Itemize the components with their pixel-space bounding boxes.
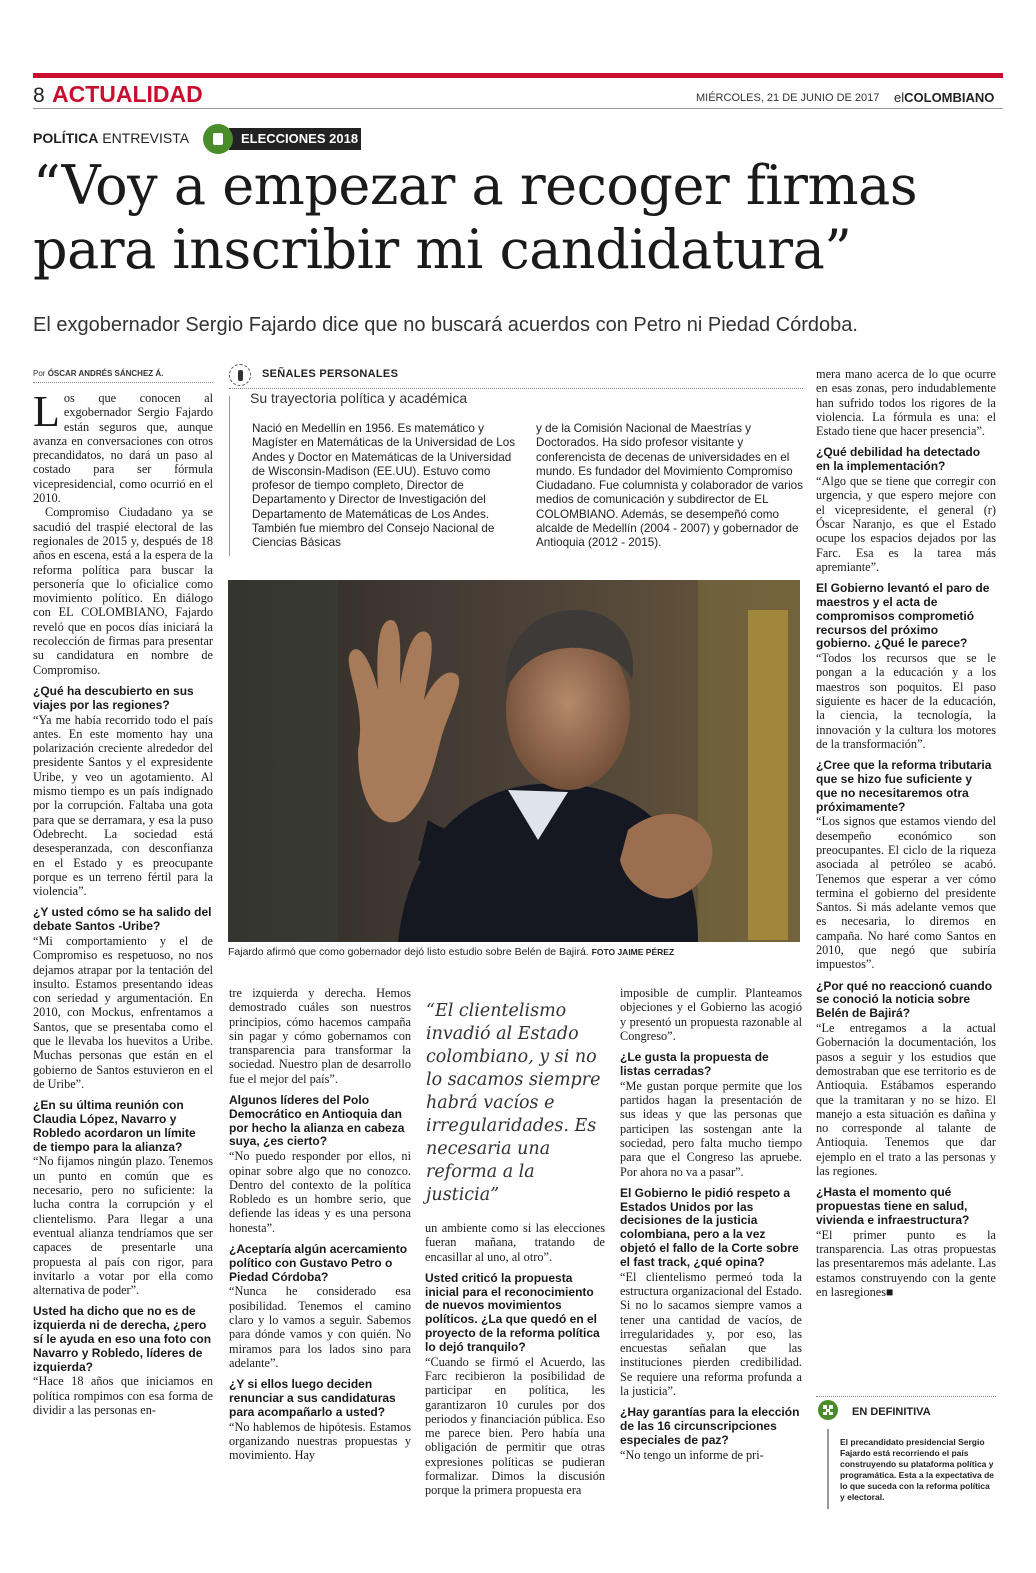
answer: “No puedo responder por ellos, ni opinar sobre algo que no conozco. Dentro del contexto de la política Robledo es un hombre serio, que defiende las ideas y es una persona honesta”. [229,1149,411,1235]
elections-badge [203,124,361,154]
top-rule [33,73,1003,78]
kicker-category: POLÍTICA [33,130,99,146]
summary-title: EN DEFINITIVA [852,1406,931,1418]
paragraph: mera mano acerca de lo que ocurre en esas zonas, pero indudablemente han sufrido todos los rigores de la violencia. La fórmula es una: el Estado tiene que hacer presencia”. [816,367,996,439]
header-divider [33,108,1003,109]
answer: “Algo que se tiene que corregir con urgencia, y que espero mejore con el vicepresidente, el general (r) Óscar Naranjo, es que el Estado ocupe los espacios dejados por las Farc. Esa es la tarea más apremiante”. [816,474,996,574]
summary-text: El precandidato presidencial Sergio Fajardo está recorriendo el país construyendo su plataforma política y programática. Esta a la expectativa de lo que suceda con la reforma política y electoral. [840,1437,995,1502]
answer: “Me gustan porque permite que los partidos hagan la presentación de sus ideas y que las personas que participen las sostengan ante la sociedad, pero falta mucho tiempo para que el Congreso las apruebe. Por ahora no va a pasar”. [620,1078,802,1179]
question: El Gobierno levantó el paro de maestros y el acta de compromisos comprometió recursos del próximo gobierno. ¿Qué le parece? [816,581,990,651]
question: ¿Qué ha descubierto en sus viajes por las regiones? [33,683,194,712]
question: ¿En su última reunión con Claudia López, Navarro y Robledo acordaron un límite de tiempo para la alianza? [33,1098,196,1154]
answer: “El clientelismo permeó toda la estructura organizacional del Estado. Si no lo sacamos siempre vamos a tener una cantidad de vacíos, de irregularidades y, por eso, las encuestas señalan que las instituciones pierden credibilidad. Se requiere una reforma profunda a la justicia”. [620,1269,802,1399]
answer: “No tengo un informe de pri- [620,1447,764,1462]
sidebar-text-right: y de la Comisión Nacional de Maestrías y Doctorados. Ha sido profesor visitante y conferencista de decenas de universidades en el mundo. Es fundador del Movimiento Compromiso Ciudadano. Fue columnista y colaborador de varios medios de comunicación y subdirector de EL COLOMBIANO. Además, se desempeñó como alcalde de Medellín (2004 - 2007) y gobernador de Antioquia (2012 - 2015). [536,422,804,550]
lead-paragraph: Los que conocen al exgobernador Sergio Fajardo están seguros que, aunque avanza en conversaciones con otros precandidatos, no dará un paso al costado para ser fórmula vicepresidencial, como ocurrió en el 2010. [33,387,213,506]
interview-photo [228,580,800,942]
answer: “No hablemos de hipótesis. Estamos organizando nuestras propuestas y movimiento. Hay [229,1419,411,1463]
question: ¿Por qué no reaccionó cuando se conoció la noticia sobre Belén de Bajirá? [816,978,993,1021]
answer: “El primer punto es la transparencia. Las otras propuestas las presentaremos más adelante. Las estamos construyendo con la gente en lasregiones■ [816,1227,996,1299]
question: Usted ha dicho que no es de izquierda ni de derecha, ¿pero sí le ayuda en eso una foto con Navarro y Robledo, líderes de izquierda? [33,1304,212,1374]
sidebar-title: SEÑALES PERSONALES [262,368,399,380]
column-1 [33,387,213,1417]
question: ¿Aceptaría algún acercamiento político con Gustavo Petro o Piedad Córdoba? [229,1242,408,1284]
summary-vertical-rule [827,1429,829,1509]
column-3 [425,1221,605,1498]
badge-label: ELECCIONES 2018 [229,128,361,150]
page-number: 8 [33,84,45,107]
brand-name: COLOMBIANO [904,90,995,105]
ballot-icon [203,124,233,154]
kicker-type: ENTREVISTA [102,130,190,146]
column-4 [620,986,802,1462]
brand-prefix: el [894,90,905,105]
photo-caption: Fajardo afirmó que como gobernador dejó listo estudio sobre Belén de Bajirá. FOTO JAIME PÉREZ [228,946,675,958]
column-2 [229,986,411,1463]
question: ¿Y si ellos luego deciden renunciar a sus candidaturas para acompañarlo a usted? [229,1377,396,1419]
answer: “Le entregamos a la actual Gobernación la documentación, los pasos a seguir y los estudios que demostraban que ese territorio es de Antioquia. Estábamos esperando que la tramitaran y no se hizo. El manejo a esta situación es dañina y no corresponde al talante de Antioquia. Tenemos que dar ejemplo en el trato a las personas y las regiones. [816,1021,996,1179]
sidebar-rule [229,388,803,389]
kicker [33,130,189,146]
photo-credit: FOTO JAIME PÉREZ [591,947,675,957]
byline-author: ÓSCAR ANDRÉS SÁNCHEZ Á. [47,369,164,378]
pull-quote: “El clientelismo invadió al Estado colombiano, y si no lo sacamos siempre habrá vacíos e irregularidades. Es necesaria una reforma a la justicia” [426,1001,601,1205]
question: ¿Qué debilidad ha detectado en la implementación? [816,445,981,474]
question: Usted criticó la propuesta inicial para el reconocimiento de nuevos movimientos políticos. ¿La que quedó en el proyecto de la reforma política lo dejó tranquilo? [425,1270,600,1354]
answer: “Todos los recursos que se le pongan a la educación y a los maestros son poquitos. El paso siguiente es hacer de la educación, la ciencia, la tecnología, la innovación y la cultura los motores de la transformación”. [816,651,996,751]
issue-date: MIÉRCOLES, 21 DE JUNIO DE 2017 [696,92,880,104]
answer: “Los signos que estamos viendo del desempeño económico son preocupantes. El ciclo de la riqueza asociada al petróleo se acabó. Tenemos que esperar a ver cómo termina el gobierno del presidente Santos. Si más adelante vemos que es necesaria, lo diremos en campaña. No haré como Santos en 2010, que negó que subiría impuestos”. [816,814,996,972]
sidebar-subtitle: Su trayectoria política y académica [250,390,468,406]
column-5 [816,367,996,1299]
section-title: ACTUALIDAD [52,81,203,107]
checkered-icon [818,1400,838,1420]
answer: “Hace 18 años que iniciamos en política rompimos con esa forma de dividir a las personas en- [33,1374,213,1417]
question: ¿Cree que la reforma tributaria que se hizo fue suficiente y que no necesitaremos otra próximamente? [816,758,992,814]
paragraph: imposible de cumplir. Planteamos objeciones y el Gobierno las acogió y presentó un propuesta razonable al Congreso”. [620,986,802,1043]
answer: “Nunca he considerado esa posibilidad. Tenemos el camino claro y lo vamos a seguir. Sabemos para dónde vamos y con quién. No miramos para los lados sino para adelante”. [229,1284,411,1370]
photo-illustration [228,580,800,942]
paragraph: un ambiente como si las elecciones fueran mañana, tratando de encasillar al uno, al otro”. [425,1221,605,1264]
answer: “Mi comportamiento y el de Compromiso es respetuoso, no nos dejamos atrapar por la tentación del insulto. Estamos presentando ideas con seriedad y argumentación. En 2010, con Mockus, enfrentamos a Santos, que se presentaba como el que le llevaba los huevitos a Uribe. Muchas personas que están en el gobierno de Santos estuvieron en el de Uribe”. [33,933,213,1091]
person-icon [229,364,251,386]
sidebar-vertical-rule [229,396,230,556]
answer: “No fijamos ningún plazo. Tenemos un punto en común que es necesario, pero no suficiente: la lucha contra la corrupción y el clientelismo. Para llegar a una eventual alianza tendríamos que ser capaces de presentarle una propuesta al país con rigor, para invitarlo a votar por ella como alternativa de poder”. [33,1154,213,1298]
byline-prefix: Por [33,369,46,378]
sidebar-text-left: Nació en Medellín en 1956. Es matemático y Magíster en Matemáticas de la Universidad de Los Andes y Doctor en Matemáticas de la Universidad de Wisconsin-Madison (EE.UU). Estuvo como profesor de tiempo completo, Director de Departamento y Director de Investigación del Departamento de Matemáticas de Los Andes. También fue miembro del Consejo Nacional de Ciencias Básicas [252,422,516,550]
paragraph: Compromiso Ciudadano ya se sacudió del traspié electoral de las regionales de 2015 y, después de 18 años en escena, está a la espera de la reforma política para buscar la personería que lo oficialice como movimiento político. En diálogo con EL COLOMBIANO, Fajardo reveló que en pocos días iniciará la recolección de firmas para presentar su candidatura en nombre de Compromiso. [33,505,213,677]
question: ¿Le gusta la propuesta de listas cerradas? [620,1050,769,1078]
newspaper-logo [894,90,994,105]
subheadline: El exgobernador Sergio Fajardo dice que no buscará acuerdos con Petro ni Piedad Córdoba. [33,314,858,336]
answer: “Cuando se firmó el Acuerdo, las Farc recibieron la posibilidad de participar en política, les garantizaron 10 curules por dos periodos y financiación pública. Eso me parece bien. Pero había una obligación de permitir que otras expresiones políticas se pudieran formalizar. Dimos la discusión porque la primera propuesta era [425,1354,605,1498]
question: Algunos líderes del Polo Democrático en Antioquia dan por hecho la alianza en cabeza suya, ¿es cierto? [229,1093,405,1149]
question: ¿Hasta el momento qué propuestas tiene en salud, vivienda e infraestructura? [816,1185,970,1227]
paragraph: tre izquierda y derecha. Hemos demostrado cuáles son nuestros principios, cómo hacemos campaña sin pagar y cómo gobernamos con transparencia para transformar la sociedad. Nuestro plan de desarrollo fue el mejor del país”. [229,986,411,1086]
question: ¿Y usted cómo se ha salido del debate Santos -Uribe? [33,905,212,934]
dropcap: L [33,387,60,436]
byline [33,369,163,378]
headline: “Voy a empezar a recoger firmas para inscribir mi candidatura” [33,154,918,281]
question: ¿Hay garantías para la elección de las 16 circunscripciones especiales de paz? [620,1405,800,1447]
answer: “Ya me había recorrido todo el país antes. En este momento hay una polarización creciente alrededor del presidente Santos y el expresidente Uribe, y veo un agotamiento. Al mismo tiempo es un país indignado por la corrupción. Faltaba una gota para que se derramara, y esa la puso Odebrecht. La sociedad está desesperanzada, con desconfianza en el Estado y es preocupante porque es un terreno fértil para la violencia”. [33,712,213,899]
question: El Gobierno le pidió respeto a Estados Unidos por las decisiones de la justicia colombiana, pero a la vez objetó el fallo de la Corte sobre el fast track, ¿qué opina? [620,1185,799,1269]
summary-rule [816,1396,996,1397]
byline-rule [33,382,213,383]
